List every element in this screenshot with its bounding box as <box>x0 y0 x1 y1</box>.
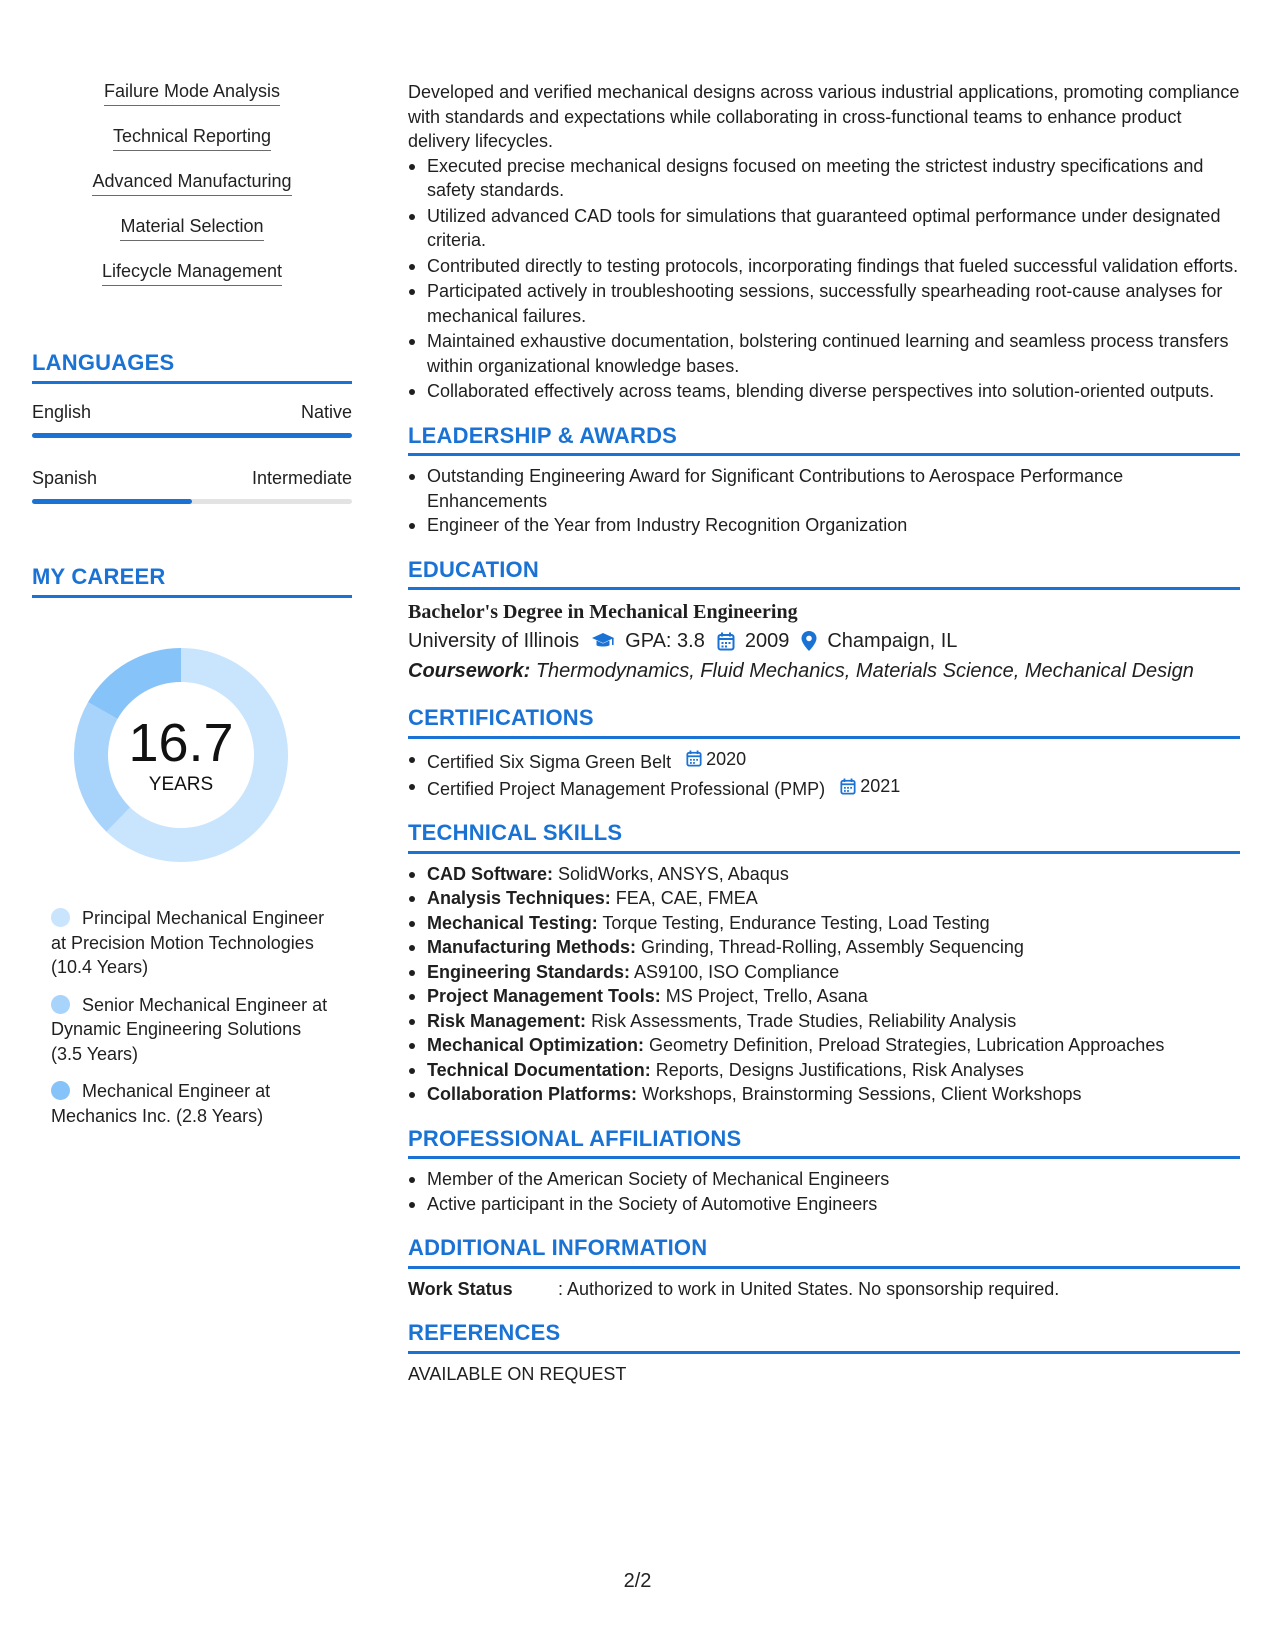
skill-value: AS9100, ISO Compliance <box>634 961 840 982</box>
education-section <box>408 558 1240 687</box>
experience-section <box>408 80 1240 404</box>
affiliations-list <box>408 1167 1240 1216</box>
technical-skill-item <box>408 1033 1240 1058</box>
technical-skill-item <box>408 1009 1240 1034</box>
education-degree: Bachelor's Degree in Mechanical Engineering <box>408 601 798 623</box>
skill-value: Risk Assessments, Trade Studies, Reliability Analysis <box>591 1010 1017 1031</box>
experience-bullet: Maintained exhaustive documentation, bolstering continued learning and seamless process transfers within organizational knowledge bases. <box>408 329 1240 378</box>
technical-skills-heading: TECHNICAL SKILLS <box>408 821 1240 854</box>
career-heading: MY CAREER <box>32 564 352 598</box>
certification-year: 2021 <box>860 775 901 796</box>
left-column <box>32 80 352 1141</box>
certification-year: 2020 <box>706 748 747 769</box>
languages-section <box>32 350 352 504</box>
experience-bullet: Collaborated effectively across teams, blending diverse perspectives into solution-oriented outputs. <box>408 379 1240 404</box>
graduation-cap-icon <box>591 632 615 650</box>
affiliations-heading: PROFESSIONAL AFFILIATIONS <box>408 1127 1240 1160</box>
technical-skill-item <box>408 960 1240 985</box>
education-year: 2009 <box>744 630 790 652</box>
career-legend-item: Senior Mechanical Engineer at Dynamic Engineering Solutions (3.5 Years) <box>51 994 328 1064</box>
references-text: AVAILABLE ON REQUEST <box>408 1363 627 1384</box>
additional-info-heading: ADDITIONAL INFORMATION <box>408 1236 1240 1269</box>
technical-skill-item <box>408 911 1240 936</box>
skill-label: Mechanical Testing: <box>427 912 598 933</box>
career-section <box>32 564 352 1128</box>
coursework-label: Coursework: <box>408 660 531 682</box>
skill-value: Geometry Definition, Preload Strategies, Lubrication Approaches <box>649 1035 1165 1055</box>
experience-bullet: Executed precise mechanical designs focused on meeting the strictest industry specifications and safety standards. <box>408 154 1240 203</box>
additional-info-section <box>408 1236 1240 1301</box>
skill-tag: Material Selection <box>120 215 263 241</box>
language-level: Intermediate <box>251 468 352 488</box>
skill-label: Collaboration Platforms: <box>427 1084 638 1104</box>
language-bar-fill <box>32 433 352 438</box>
certifications-section <box>408 706 1240 801</box>
education-heading: EDUCATION <box>408 558 1240 591</box>
legend-dot <box>51 908 70 927</box>
certification-name: Certified Project Management Professional (PMP) <box>427 778 826 799</box>
language-bar <box>32 433 352 438</box>
career-legend-item: Principal Mechanical Engineer at Precision Motion Technologies (10.4 Years) <box>51 908 325 977</box>
skill-label: Mechanical Optimization: <box>427 1035 645 1055</box>
work-status-label: Work Status <box>408 1278 513 1299</box>
skill-tag: Technical Reporting <box>113 125 271 151</box>
career-legend <box>32 906 352 1128</box>
technical-skill-item <box>408 984 1240 1009</box>
language-bar <box>32 499 352 504</box>
language-row <box>32 468 352 489</box>
skill-tag: Advanced Manufacturing <box>92 170 291 196</box>
skill-label: Risk Management: <box>427 1010 587 1031</box>
legend-dot <box>51 1081 70 1100</box>
skill-label: Analysis Techniques: <box>427 888 611 908</box>
skill-tag: Failure Mode Analysis <box>104 80 280 106</box>
experience-summary: Developed and verified mechanical designs across various industrial applications, promoting compliance with standards and expectations while collaborating in cross-functional teams to enhance product delivery lifecycles. <box>408 82 1240 151</box>
education-gpa: GPA: 3.8 <box>625 630 705 652</box>
language-level: Native <box>300 402 352 422</box>
legend-dot <box>51 995 70 1014</box>
language-name: Spanish <box>32 468 98 488</box>
education-coursework <box>408 656 1240 686</box>
career-total-unit: YEARS <box>148 774 214 795</box>
technical-skill-item <box>408 1082 1240 1107</box>
technical-skill-item <box>408 935 1240 960</box>
certifications-list <box>408 747 1240 802</box>
location-pin-icon <box>801 631 817 651</box>
award-item: Outstanding Engineering Award for Significant Contributions to Aerospace Performance Enhancements <box>408 464 1240 513</box>
awards-section <box>408 424 1240 538</box>
work-status-value: : Authorized to work in United States. No sponsorship required. <box>558 1278 1060 1299</box>
skill-label: Technical Documentation: <box>427 1059 651 1080</box>
skill-value: Workshops, Brainstorming Sessions, Client Workshops <box>642 1084 1082 1104</box>
career-legend-item: Mechanical Engineer at Mechanics Inc. (2.8 Years) <box>51 1081 271 1126</box>
calendar-icon <box>840 778 856 795</box>
skill-label: Manufacturing Methods: <box>427 937 636 957</box>
language-row <box>32 402 352 423</box>
calendar-icon <box>717 632 735 651</box>
certification-item <box>408 774 1240 801</box>
references-section <box>408 1321 1240 1386</box>
experience-bullet: Contributed directly to testing protocols, incorporating findings that fueled successful validation efforts. <box>408 254 1240 279</box>
skill-value: Reports, Designs Justifications, Risk Analyses <box>655 1059 1024 1080</box>
affiliations-section <box>408 1127 1240 1217</box>
languages-heading: LANGUAGES <box>32 350 352 384</box>
technical-skills-list <box>408 862 1240 1107</box>
affiliation-item: Active participant in the Society of Automotive Engineers <box>408 1192 1240 1217</box>
skill-value: FEA, CAE, FMEA <box>615 888 758 908</box>
education-school: University of Illinois <box>408 630 580 652</box>
skill-tag: Lifecycle Management <box>102 260 282 286</box>
certification-name: Certified Six Sigma Green Belt <box>427 751 672 772</box>
language-bar-fill <box>32 499 192 504</box>
awards-list <box>408 464 1240 538</box>
coursework-value: Thermodynamics, Fluid Mechanics, Materials Science, Mechanical Design <box>535 660 1194 682</box>
experience-bullet: Utilized advanced CAD tools for simulations that guaranteed optimal performance under designated criteria. <box>408 204 1240 253</box>
technical-skill-item <box>408 886 1240 911</box>
skill-value: Torque Testing, Endurance Testing, Load Testing <box>602 912 990 933</box>
skill-label: Engineering Standards: <box>427 961 631 982</box>
technical-skill-item <box>408 1058 1240 1083</box>
education-meta <box>408 626 1240 656</box>
calendar-icon <box>686 750 702 767</box>
page-number: 2/2 <box>623 1570 652 1592</box>
technical-skills-section <box>408 821 1240 1107</box>
affiliation-item: Member of the American Society of Mechanical Engineers <box>408 1167 1240 1192</box>
skill-value: MS Project, Trello, Asana <box>665 986 868 1006</box>
experience-bullet: Participated actively in troubleshooting sessions, successfully spearheading root-cause analyses for mechanical failures. <box>408 279 1240 328</box>
certification-item <box>408 747 1240 774</box>
skill-tags <box>32 80 352 305</box>
award-item: Engineer of the Year from Industry Recognition Organization <box>408 513 1240 538</box>
education-location: Champaign, IL <box>827 630 958 652</box>
certifications-heading: CERTIFICATIONS <box>408 706 1240 739</box>
skill-label: CAD Software: <box>427 863 554 884</box>
work-status-row <box>408 1277 1240 1302</box>
technical-skill-item <box>408 862 1240 887</box>
skill-label: Project Management Tools: <box>427 986 661 1006</box>
right-column <box>408 80 1240 1386</box>
skill-value: Grinding, Thread-Rolling, Assembly Sequencing <box>641 937 1024 957</box>
language-name: English <box>32 402 92 422</box>
skill-value: SolidWorks, ANSYS, Abaqus <box>558 863 789 884</box>
references-heading: REFERENCES <box>408 1321 1240 1354</box>
awards-heading: LEADERSHIP & AWARDS <box>408 424 1240 457</box>
career-total-years: 16.7 <box>128 713 234 773</box>
career-donut <box>66 640 296 870</box>
experience-bullets <box>408 154 1240 404</box>
